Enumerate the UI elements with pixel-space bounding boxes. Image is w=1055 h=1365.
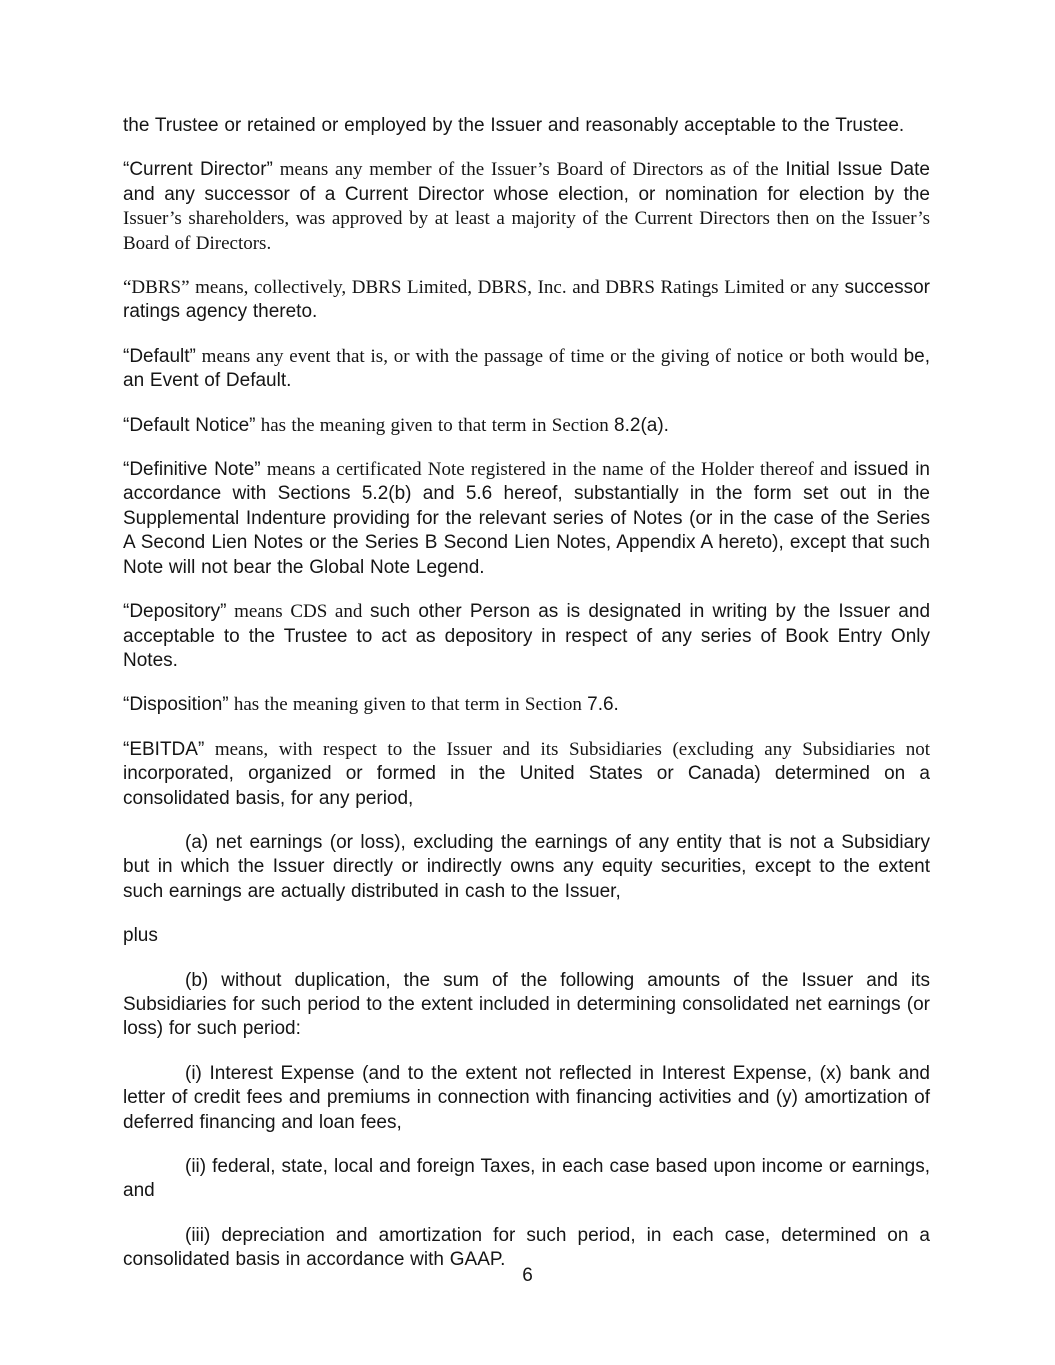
paragraph-segment: Initial Issue Date and any successor of a Current Director whose election, or nomination for election by the [123, 159, 930, 205]
page-number: 6 [522, 1265, 533, 1286]
paragraph-segment: (i) Interest Expense (and to the extent not reflected in Interest Expense, (x) bank and letter of credit fees and premiums in connection with financing activities and (y) amortization of deferred financing and loan fees, [123, 1062, 930, 1133]
paragraph-segment: successor ratings agency thereto. [123, 277, 930, 323]
document-body [123, 114, 930, 1293]
paragraph-segment: the Trustee or retained or employed by the Issuer and reasonably acceptable to the Trustee. [123, 115, 905, 136]
paragraph-segment: “Default” [123, 345, 196, 367]
paragraph-segment: “EBITDA” [123, 738, 205, 760]
paragraph-segment: Issuer’s shareholders, was approved by at least a majority of the Current Directors then on the Issuer’s Board of Directors. [123, 208, 930, 254]
paragraph-segment: means any event that is, or with the passage of time or the giving of notice or both would [195, 345, 904, 367]
paragraph [123, 693, 930, 717]
paragraph-segment: “Current Director” [123, 159, 273, 181]
paragraph-segment: issued in accordance with Sections 5.2(b) and 5.6 hereof, substantially in the form set out in the Supplemental Indenture providing for the relevant series of Notes (or in the case of the Series A Second Lien Notes or the Series B Second Lien Notes, Appendix A hereto), except that such Note will not bear the Global Note Legend. [123, 459, 930, 578]
paragraph-segment: means a certificated Note registered in the name of the Holder thereof and [260, 459, 854, 481]
paragraph [123, 1062, 930, 1135]
paragraph [123, 345, 930, 394]
paragraph-segment: (ii) federal, state, local and foreign Taxes, in each case based upon income or earnings, and [123, 1156, 930, 1202]
paragraph [123, 458, 930, 580]
paragraph [123, 276, 930, 325]
paragraph-segment: (b) without duplication, the sum of the following amounts of the Issuer and its Subsidiaries for such period to the extent included in determining consolidated net earnings (or loss) for such period: [123, 969, 930, 1040]
paragraph-segment: “Disposition” [123, 694, 229, 716]
paragraph-segment: be, an Event of Default. [123, 345, 930, 392]
paragraph [123, 969, 930, 1042]
paragraph-segment: “Depository” [123, 601, 227, 623]
paragraph-segment: “Definitive Note” [123, 459, 261, 481]
paragraph [123, 831, 930, 904]
paragraph-segment: “DBRS” means, collectively, DBRS Limited, DBRS, Inc. and DBRS Ratings Limited or any [123, 277, 845, 299]
paragraph-segment: means CDS and [226, 601, 371, 623]
paragraph-segment: has the meaning given to that term in Section [255, 414, 615, 436]
paragraph [123, 158, 930, 256]
paragraph-segment: (a) net earnings (or loss), excluding the earnings of any entity that is not a Subsidiary but in which the Issuer directly or indirectly owns any equity securities, except to the extent such earnings are actually distributed in cash to the Issuer, [123, 831, 930, 902]
paragraph-segment: 7.6. [587, 694, 619, 716]
paragraph-segment: means any member of the Issuer’s Board of Directors as of the [272, 159, 786, 181]
paragraph-segment: such other Person as is designated in writing by the Issuer and acceptable to the Trustee to act as depository in respect of any series of Book Entry Only Notes. [123, 601, 931, 671]
paragraph-segment: “Default Notice” [123, 414, 256, 436]
paragraph [123, 738, 930, 811]
paragraph [123, 114, 930, 138]
paragraph-segment: plus [123, 925, 158, 947]
paragraph [123, 924, 930, 948]
paragraph-segment: means, with respect to the Issuer and its Subsidiaries (excluding any Subsidiaries not [204, 738, 930, 760]
paragraph [123, 1155, 930, 1204]
paragraph [123, 600, 930, 673]
paragraph [123, 414, 930, 438]
paragraph-segment: (iii) depreciation and amortization for such period, in each case, determined on a consolidated basis in accordance with GAAP. [123, 1224, 930, 1271]
paragraph-segment: 8.2(a). [614, 414, 669, 436]
paragraph-segment: has the meaning given to that term in Section [228, 694, 588, 716]
paragraph-segment: incorporated, organized or formed in the United States or Canada) determined on a consolidated basis, for any period, [123, 763, 930, 809]
